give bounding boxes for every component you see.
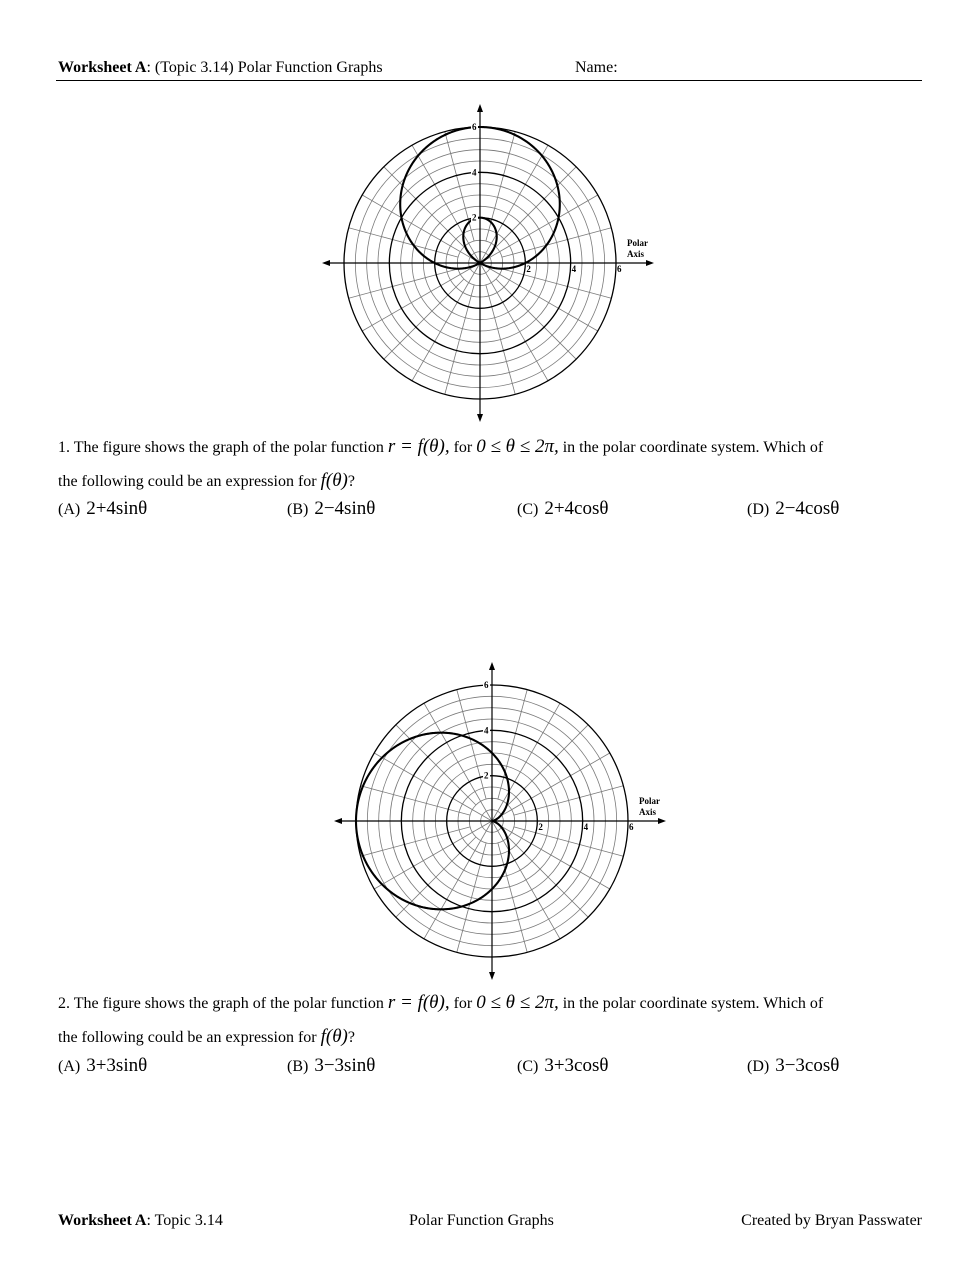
domain-expression: 0 ≤ θ ≤ 2π, — [476, 992, 559, 1013]
function-expression: f(θ) — [320, 470, 348, 491]
polar-graph-1-svg — [318, 100, 658, 426]
choice-b[interactable]: (B) 2−4sinθ — [287, 498, 376, 519]
footer-worksheet: Worksheet A: Topic 3.14 — [58, 1212, 223, 1229]
choice-b[interactable]: (B) 3−3sinθ — [287, 1055, 376, 1076]
vertical-tick-label-6: 6 — [472, 122, 477, 132]
polar-graph-2-svg — [330, 658, 670, 984]
tick-label-6: 6 — [629, 822, 634, 832]
choice-c[interactable]: (C) 2+4cosθ — [517, 498, 609, 519]
polar-axis-label-top: Polar — [627, 238, 648, 248]
choice-d[interactable]: (D) 3−3cosθ — [747, 1055, 840, 1076]
domain-expression: 0 ≤ θ ≤ 2π, — [476, 436, 559, 457]
footer-topic: Polar Function Graphs — [409, 1212, 554, 1229]
tick-label-2: 2 — [526, 264, 531, 274]
tick-label-2: 2 — [538, 822, 543, 832]
question-1-choices — [58, 498, 924, 522]
page-footer — [58, 1212, 922, 1234]
up-axis-arrow — [477, 104, 483, 112]
page-header — [56, 58, 922, 81]
polar-axis-label-bottom: Axis — [627, 249, 645, 259]
function-expression: r = f(θ), — [387, 436, 450, 457]
question-1-text: 1. The figure shows the graph of the polar function r = f(θ), for 0 ≤ θ ≤ 2π, in the polar coordinate system. Which of the following could be an expression for f(θ)? — [58, 436, 824, 491]
tick-label-4: 4 — [583, 822, 589, 832]
vertical-tick-label-2: 2 — [472, 212, 477, 223]
choice-a[interactable]: (A) 2+4sinθ — [58, 498, 148, 519]
choice-a[interactable]: (A) 3+3sinθ — [58, 1055, 148, 1076]
left-axis-arrow — [334, 818, 342, 824]
up-axis-arrow — [489, 662, 495, 670]
polar-axis-label-top: Polar — [639, 796, 660, 806]
choice-c[interactable]: (C) 3+3cosθ — [517, 1055, 609, 1076]
name-field-label: Name: — [575, 59, 618, 76]
footer-author: Created by Bryan Passwater — [741, 1212, 922, 1229]
vertical-tick-label-4: 4 — [472, 167, 477, 178]
tick-label-4: 4 — [571, 264, 577, 274]
polar-graph-2 — [330, 658, 670, 984]
function-expression: f(θ) — [320, 1026, 348, 1047]
vertical-tick-label-6: 6 — [484, 680, 489, 690]
vertical-tick-label-4: 4 — [484, 725, 489, 736]
down-axis-arrow — [489, 972, 495, 980]
vertical-tick-label-2: 2 — [484, 770, 489, 781]
choice-d[interactable]: (D) 2−4cosθ — [747, 498, 840, 519]
question-2-choices — [58, 1055, 924, 1079]
polar-axis-label-bottom: Axis — [639, 807, 657, 817]
function-expression: r = f(θ), — [387, 992, 450, 1013]
down-axis-arrow — [477, 414, 483, 422]
polar-graph-1 — [318, 100, 658, 426]
left-axis-arrow — [322, 260, 330, 266]
polar-axis-arrow — [658, 818, 666, 824]
tick-label-6: 6 — [617, 264, 622, 274]
question-2-text: 2. The figure shows the graph of the polar function r = f(θ), for 0 ≤ θ ≤ 2π, in the polar coordinate system. Which of the following could be an expression for f(θ)? — [58, 992, 824, 1047]
polar-axis-arrow — [646, 260, 654, 266]
worksheet-title: Worksheet A: (Topic 3.14) Polar Function Graphs — [58, 59, 383, 76]
